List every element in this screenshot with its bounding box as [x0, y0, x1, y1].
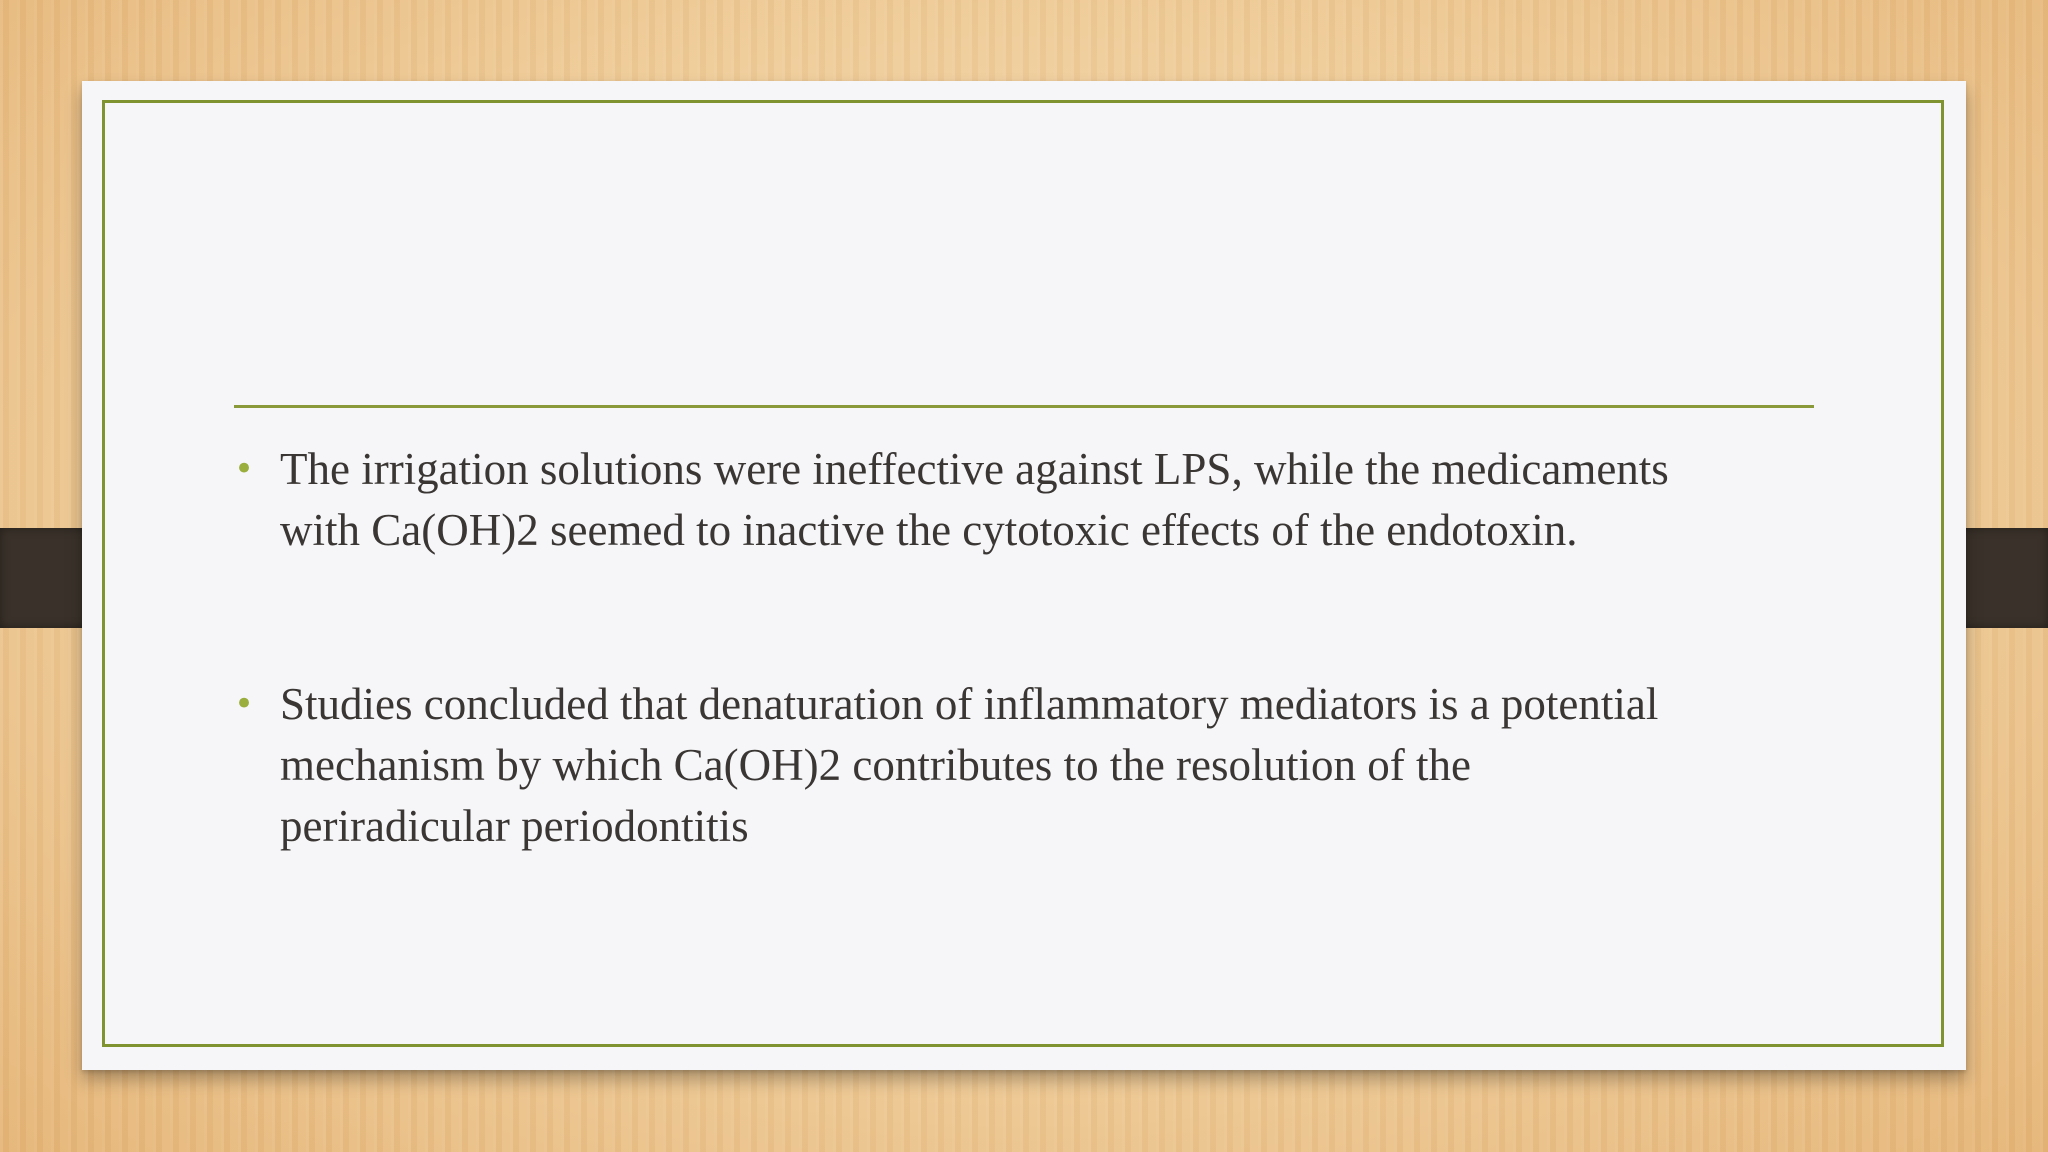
bullet-text-line: The irrigation solutions were ineffective against LPS, while the medicaments: [280, 444, 1669, 494]
bullet-list: [234, 439, 1834, 857]
bullet-icon: •: [234, 449, 255, 489]
bullet-text-line: Studies concluded that denaturation of inflammatory mediators is a potential: [280, 679, 1659, 729]
bullet-icon: •: [234, 684, 255, 724]
bullet-text-line: mechanism by which Ca(OH)2 contributes to the resolution of the: [280, 740, 1471, 790]
slide: [82, 81, 1966, 1070]
bullet-item: [234, 439, 1834, 561]
bullet-item: [234, 674, 1834, 857]
bullet-text-line: with Ca(OH)2 seemed to inactive the cytotoxic effects of the endotoxin.: [280, 505, 1578, 555]
bullet-text-line: periradicular periodontitis: [280, 801, 749, 851]
title-divider: [234, 405, 1814, 408]
